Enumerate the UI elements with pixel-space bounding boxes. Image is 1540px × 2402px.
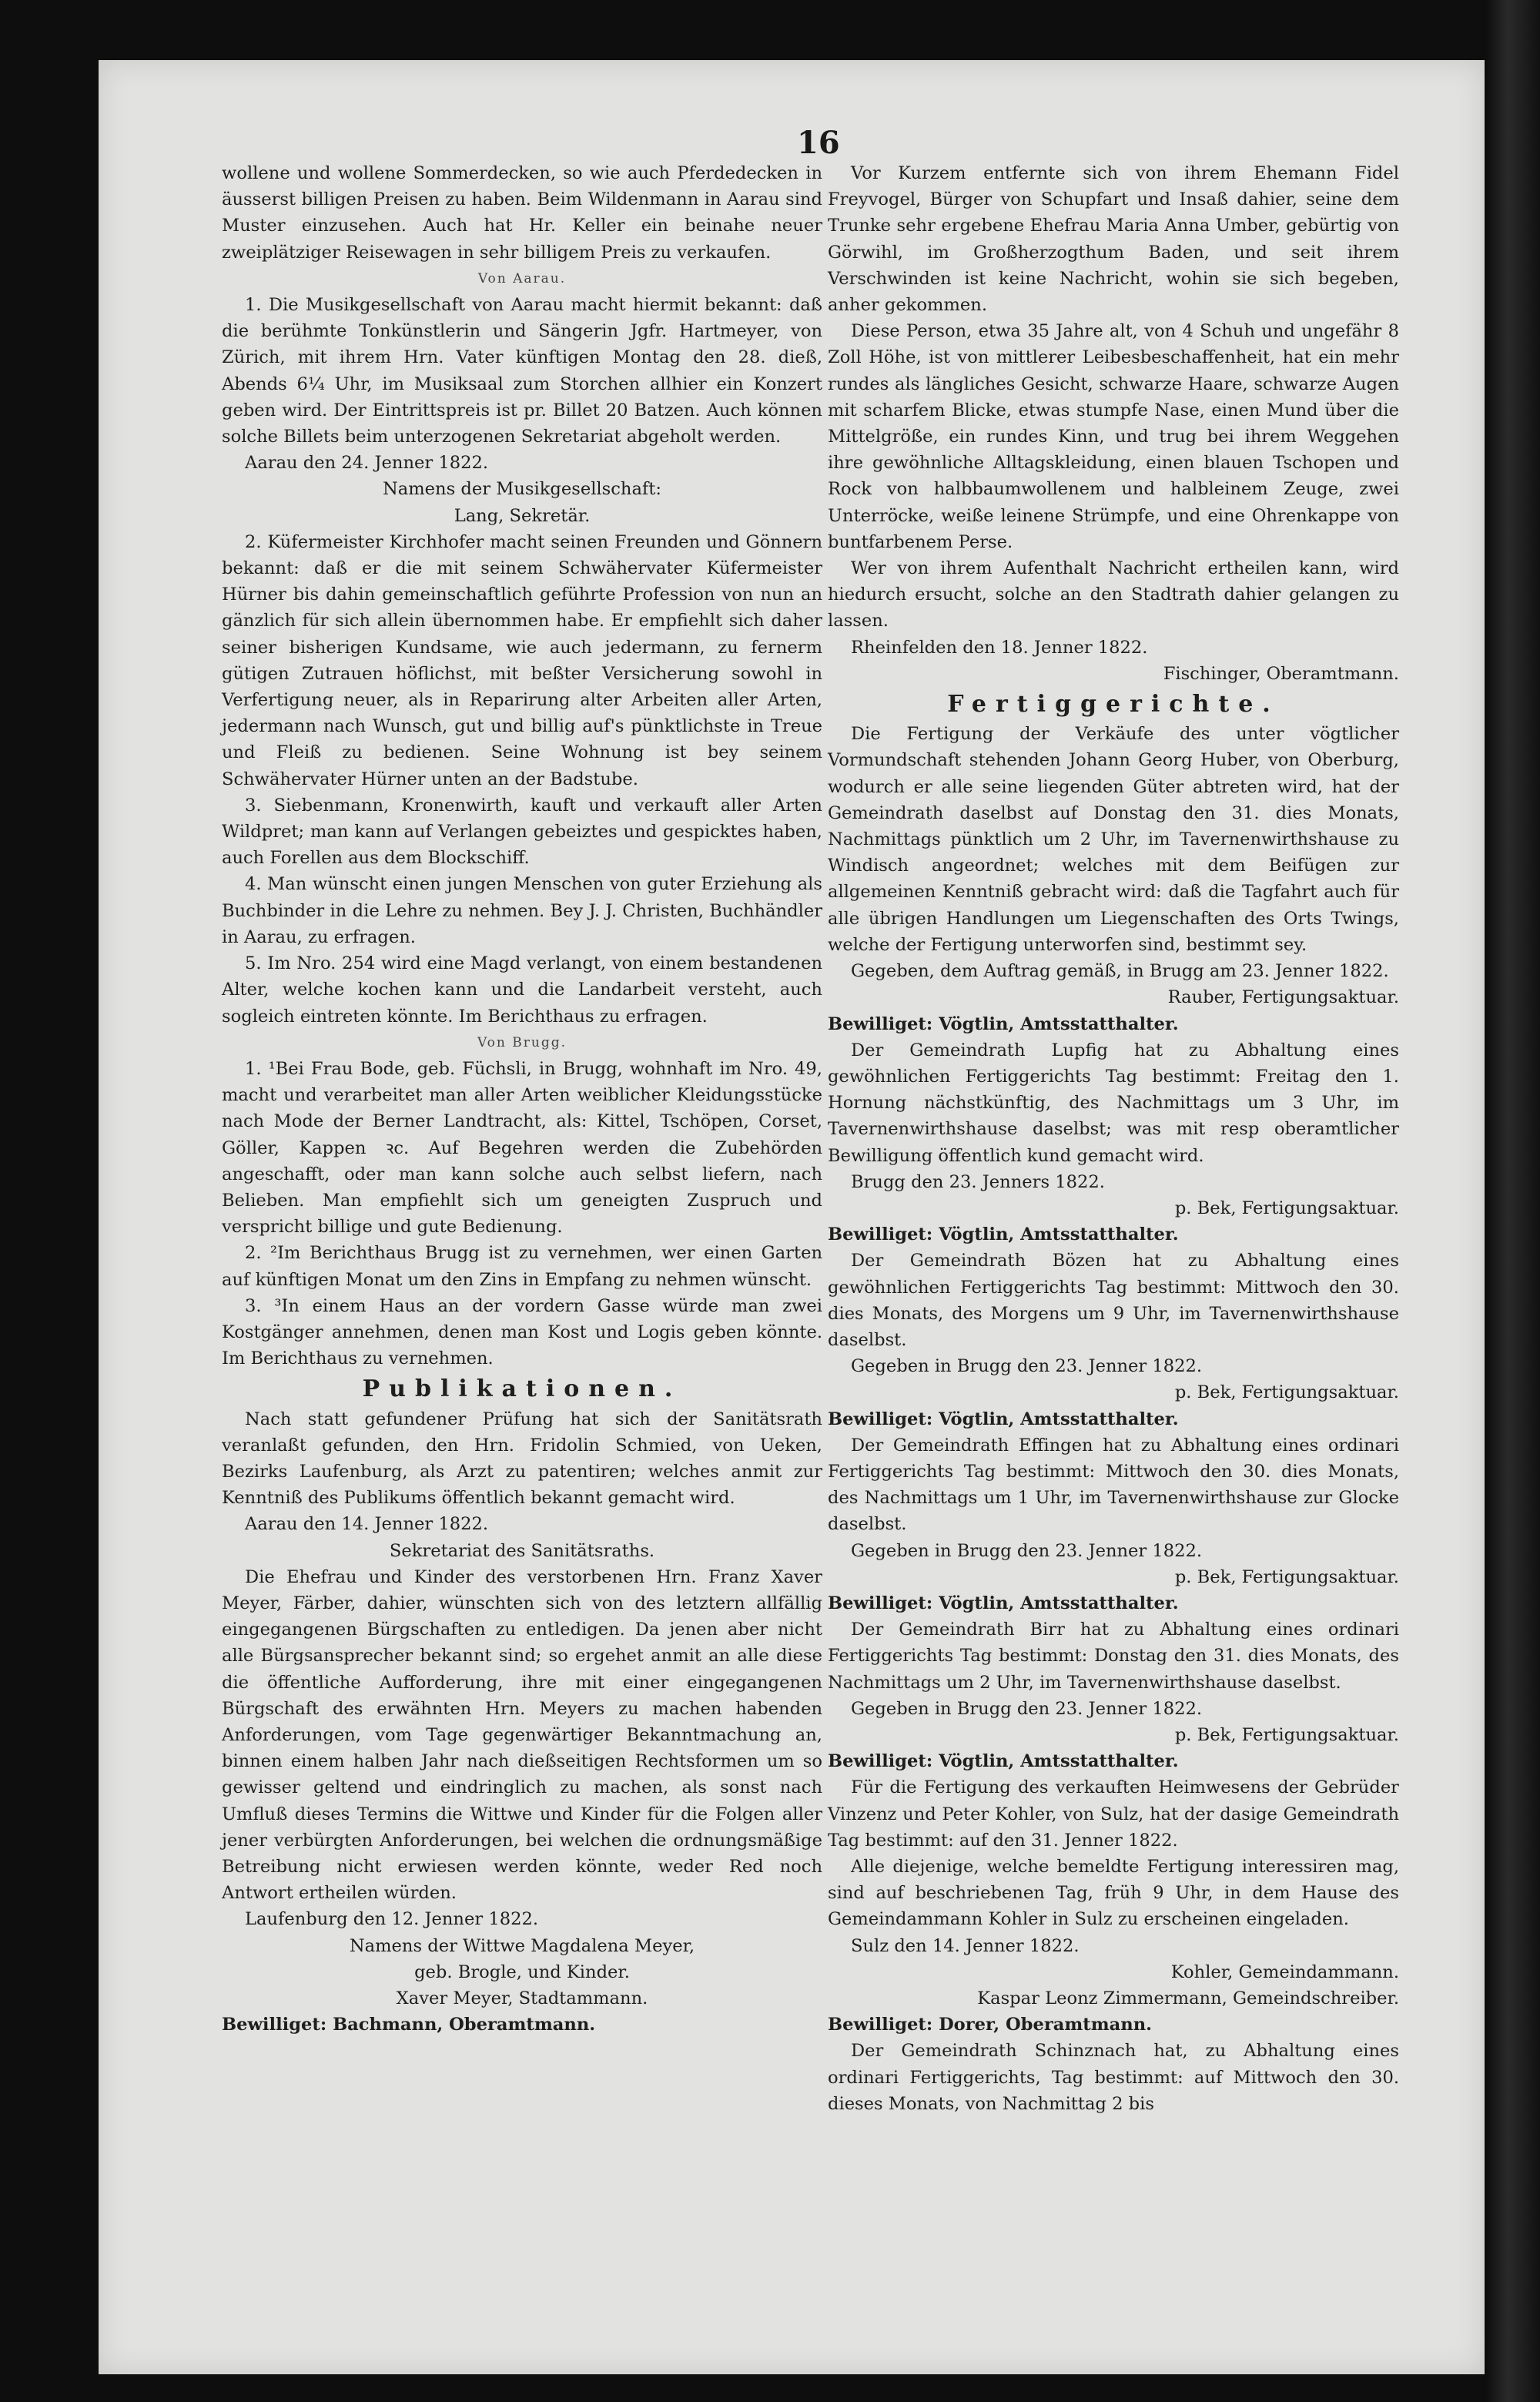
right-paragraph: Der Gemeindrath Effingen hat zu Abhaltung eines ordinari Fertiggerichts Tag bestimmt: Mittwoch den 30. dies Monats, des Nachmittags um 1 Uhr, im Tavernenwirthshause zur Glocke daselbst. bbox=[828, 1435, 1399, 1535]
right-approval-line: Bewilliget: Vögtlin, Amtsstatthalter. bbox=[828, 1409, 1179, 1429]
left-locality-heading: Von Brugg. bbox=[477, 1034, 567, 1050]
left-signature-line: Lang, Sekretär. bbox=[454, 505, 591, 526]
right-signature-line: p. Bek, Fertigungsaktuar. bbox=[1174, 1566, 1399, 1587]
left-paragraph: Laufenburg den 12. Jenner 1822. bbox=[245, 1909, 539, 1930]
left-paragraph: 1. Die Musikgesellschaft von Aarau macht hiermit bekannt: daß die berühmte Tonkünstlerin und Sängerin Jgfr. Hartmeyer, von Zürich, mit ihrem Hrn. Vater künftigen Montag den 28. dieß, Abends 6¼ Uhr, im Musiksaal zum Storchen allhier ein Konzert geben wird. Der Eintrittspreis ist pr. Billet 20 Batzen. Auch können solche Billets beim unterzogenen Sekretariat abgeholt werden. bbox=[222, 295, 822, 447]
right-signature-line: Rauber, Fertigungsaktuar. bbox=[1167, 987, 1399, 1008]
right-signature-line: p. Bek, Fertigungsaktuar. bbox=[1174, 1198, 1399, 1218]
right-paragraph: Der Gemeindrath Lupfig hat zu Abhaltung eines gewöhnlichen Fertiggerichts Tag bestimmt: Freitag den 1. Hornung nächstkünftig, des Nachmittags um 3 Uhr, im Tavernenwirthshause daselbst; was mit resp oberamtlicher Bewilligung öffentlich kund gemacht wird. bbox=[828, 1040, 1399, 1166]
left-locality-heading: Von Aarau. bbox=[477, 270, 567, 286]
right-approval-line: Bewilliget: Dorer, Oberamtmann. bbox=[828, 2015, 1153, 2035]
left-signature-line: Namens der Wittwe Magdalena Meyer, bbox=[349, 1935, 695, 1956]
left-paragraph: 2. Küfermeister Kirchhofer macht seinen Freunden und Gönnern bekannt: daß er die mit seinem Schwähervater Küfermeister Hürner bis dahin gemeinschaftlich geführte Profession von nun an gänzlich für sich allein übernommen habe. Er empfiehlt sich daher seiner bisherigen Kundsame, wie auch jedermann, zu fernerm gütigen Zutrauen höflichst, mit beßter Versicherung sowohl in Verfertigung neuer, als in Reparirung alter Arbeiten aller Arten, jedermann nach Wunsch, gut und billig auf's pünktlichste in Treue und Fleiß zu bedienen. Seine Wohnung ist bey seinem Schwähervater Hürner unten an der Badstube. bbox=[222, 531, 822, 789]
right-approval-line: Bewilliget: Vögtlin, Amtsstatthalter. bbox=[828, 1751, 1179, 1772]
left-column bbox=[222, 160, 822, 2038]
right-paragraph: Alle diejenige, welche bemeldte Fertigung interessiren mag, sind auf beschriebenen Tag, früh 9 Uhr, in dem Hause des Gemeindammann Kohler in Sulz zu erscheinen eingeladen. bbox=[828, 1857, 1399, 1930]
right-approval-line: Bewilliget: Vögtlin, Amtsstatthalter. bbox=[828, 1593, 1179, 1613]
right-paragraph: Brugg den 23. Jenners 1822. bbox=[851, 1171, 1105, 1192]
left-signature-line: Sekretariat des Sanitätsraths. bbox=[389, 1540, 655, 1561]
right-paragraph: Gegeben in Brugg den 23. Jenner 1822. bbox=[851, 1356, 1203, 1377]
scan-edge-shadow bbox=[1486, 0, 1540, 2402]
right-signature-line: Kohler, Gemeindammann. bbox=[1170, 1961, 1399, 1982]
right-paragraph: Der Gemeindrath Bözen hat zu Abhaltung eines gewöhnlichen Fertiggerichts Tag bestimmt: Mittwoch den 30. dies Monats, des Morgens um 9 Uhr, im Tavernenwirthshause daselbst. bbox=[828, 1251, 1399, 1350]
left-approval-line: Bewilliget: Bachmann, Oberamtmann. bbox=[222, 2015, 596, 2035]
page-number: 16 bbox=[797, 125, 840, 161]
left-paragraph: Die Ehefrau und Kinder des verstorbenen Hrn. Franz Xaver Meyer, Färber, dahier, wünschten sich von des letztern allfällig eingegangenen Bürgschaften zu entledigen. Da jenen aber nicht alle Bürgsansprecher bekannt sind; so ergehet anmit an alle diese die öffentliche Aufforderung, ihre mit einer eingegangenen Bürgschaft des erwähnten Hrn. Meyers zu machen habenden Anforderungen, vom Tage gegenwärtiger Bekanntmachung an, binnen einem halben Jahr nach dießseitigen Rechtsformen um so gewisser geltend und eindringlich zu machen, als sonst nach Umfluß dieses Termins die Wittwe und Kinder für die Folgen aller jener verbürgten Anforderungen, bei welchen die ordnungsmäßige Betreibung nicht erwiesen werden könnte, weder Red noch Antwort ertheilen würden. bbox=[222, 1566, 822, 1904]
left-paragraph: 5. Im Nro. 254 wird eine Magd verlangt, von einem bestandenen Alter, welche kochen kann und die Landarbeit versteht, auch sogleich eintreten könnte. Im Berichthaus zu erfragen. bbox=[222, 953, 822, 1027]
right-approval-line: Bewilliget: Vögtlin, Amtsstatthalter. bbox=[828, 1013, 1179, 1034]
right-column bbox=[828, 160, 1399, 2117]
left-paragraph: 3. Siebenmann, Kronenwirth, kauft und verkauft aller Arten Wildpret; man kann auf Verlangen gebeiztes und gespicktes haben, auch Forellen aus dem Blockschiff. bbox=[222, 795, 822, 869]
left-paragraph: Aarau den 14. Jenner 1822. bbox=[245, 1514, 489, 1535]
right-paragraph: Die Fertigung der Verkäufe des unter vögtlicher Vormundschaft stehenden Johann Georg Huber, von Oberburg, wodurch er alle seine liegenden Güter abtreten wird, hat der Gemeindrath daselbst auf Donstag den 31. dies Monats, Nachmittags pünktlich um 2 Uhr, im Tavernenwirthshause zu Windisch angeordnet; welches mit dem Beifügen zur allgemeinen Kenntniß gebracht wird: daß die Tagfahrt auch für alle übrigen Handlungen um Liegenschaften des Orts Twings, welche der Fertigung unterworfen sind, bestimmt sey. bbox=[828, 724, 1399, 955]
right-signature-line: p. Bek, Fertigungsaktuar. bbox=[1174, 1382, 1399, 1403]
right-paragraph: Für die Fertigung des verkauften Heimwesens der Gebrüder Vinzenz und Peter Kohler, von Sulz, hat der dasige Gemeindrath Tag bestimmt: auf den 31. Jenner 1822. bbox=[828, 1777, 1399, 1851]
right-paragraph: Der Gemeindrath Schinznach hat, zu Abhaltung eines ordinari Fertiggerichts, Tag bestimmt: auf Mittwoch den 30. dieses Monats, von Nachmittag 2 bis bbox=[828, 2041, 1399, 2114]
left-paragraph: 3. ³In einem Haus an der vordern Gasse würde man zwei Kostgänger annehmen, denen man Kost und Logis geben könnte. Im Berichthaus zu vernehmen. bbox=[222, 1295, 822, 1369]
right-paragraph: Wer von ihrem Aufenthalt Nachricht ertheilen kann, wird hiedurch ersucht, solche an den Stadtrath dahier gelangen zu lassen. bbox=[828, 558, 1399, 631]
left-section-heading: Publikationen. bbox=[362, 1375, 682, 1403]
left-paragraph: wollene und wollene Sommerdecken, so wie auch Pferdedecken in äusserst billigen Preisen zu haben. Beim Wildenmann in Aarau sind Muster einzusehen. Auch hat Hr. Keller ein beinahe neuer zweiplätziger Reisewagen in sehr billigem Preis zu verkaufen. bbox=[222, 163, 822, 263]
left-paragraph: 2. ²Im Berichthaus Brugg ist zu vernehmen, wer einen Garten auf künftigen Monat um den Zins in Empfang zu nehmen wünscht. bbox=[222, 1243, 822, 1290]
left-paragraph: 1. ¹Bei Frau Bode, geb. Füchsli, in Brugg, wohnhaft im Nro. 49, macht und verarbeitet man aller Arten weiblicher Kleidungsstücke nach Mode der Berner Landtracht, als: Kittel, Tschöpen, Corset, Göller, Kappen ꝛc. Auf Begehren werden die Zubehörden angeschafft, oder man kann solche auch selbst liefern, nach Belieben. Man empfiehlt sich um geneigten Zuspruch und verspricht billige und gute Bedienung. bbox=[222, 1058, 822, 1238]
right-paragraph: Rheinfelden den 18. Jenner 1822. bbox=[851, 637, 1148, 658]
right-section-heading: Fertiggerichte. bbox=[947, 691, 1280, 719]
right-approval-line: Bewilliget: Vögtlin, Amtsstatthalter. bbox=[828, 1224, 1179, 1245]
left-paragraph: 4. Man wünscht einen jungen Menschen von guter Erziehung als Buchbinder in die Lehre zu nehmen. Bey J. J. Christen, Buchhändler in Aarau, zu erfragen. bbox=[222, 874, 822, 947]
left-paragraph: Nach statt gefundener Prüfung hat sich der Sanitätsrath veranlaßt gefunden, den Hrn. Fridolin Schmied, von Ueken, Bezirks Laufenburg, als Arzt zu patentiren; welches anmit zur Kenntniß des Publikums öffentlich bekannt gemacht wird. bbox=[222, 1409, 822, 1509]
right-paragraph: Diese Person, etwa 35 Jahre alt, von 4 Schuh und ungefähr 8 Zoll Höhe, ist von mittlerer Leibesbeschaffenheit, hat ein mehr rundes als längliches Gesicht, schwarze Haare, schwarze Augen mit scharfem Blicke, etwas stumpfe Nase, einen Mund über die Mittelgröße, ein rundes Kinn, und trug bei ihrem Weggehen ihre gewöhnliche Alltagskleidung, einen blauen Tschopen und Rock von halbbaumwollenem und halbleinem Zeuge, zwei Unterröcke, weiße leinene Strümpfe, und eine Ohrenkappe von buntfarbenem Perse. bbox=[828, 321, 1399, 552]
right-paragraph: Gegeben in Brugg den 23. Jenner 1822. bbox=[851, 1540, 1203, 1561]
right-paragraph: Vor Kurzem entfernte sich von ihrem Ehemann Fidel Freyvogel, Bürger von Schupfart und Insaß dahier, seine dem Trunke sehr ergebene Ehefrau Maria Anna Umber, gebürtig von Görwihl, im Großherzogthum Baden, und seit ihrem Verschwinden ist keine Nachricht, wohin sie sich begeben, anher gekommen. bbox=[828, 163, 1399, 316]
right-paragraph: Sulz den 14. Jenner 1822. bbox=[851, 1935, 1080, 1956]
right-paragraph: Gegeben in Brugg den 23. Jenner 1822. bbox=[851, 1698, 1203, 1719]
left-paragraph: Aarau den 24. Jenner 1822. bbox=[245, 453, 489, 474]
right-signature-line: Kaspar Leonz Zimmermann, Gemeindschreiber. bbox=[977, 1988, 1399, 2009]
left-signature-line: Xaver Meyer, Stadtammann. bbox=[396, 1988, 648, 2009]
right-signature-line: Fischinger, Oberamtmann. bbox=[1163, 663, 1399, 684]
left-signature-line: Namens der Musikgesellschaft: bbox=[383, 479, 661, 500]
right-paragraph: Der Gemeindrath Birr hat zu Abhaltung eines ordinari Fertiggerichts Tag bestimmt: Donstag den 31. dies Monats, des Nachmittags um 2 Uhr, im Tavernenwirthshause daselbst. bbox=[828, 1620, 1399, 1693]
left-signature-line: geb. Brogle, und Kinder. bbox=[414, 1961, 630, 1982]
right-signature-line: p. Bek, Fertigungsaktuar. bbox=[1174, 1724, 1399, 1745]
right-paragraph: Gegeben, dem Auftrag gemäß, in Brugg am 23. Jenner 1822. bbox=[851, 961, 1389, 982]
